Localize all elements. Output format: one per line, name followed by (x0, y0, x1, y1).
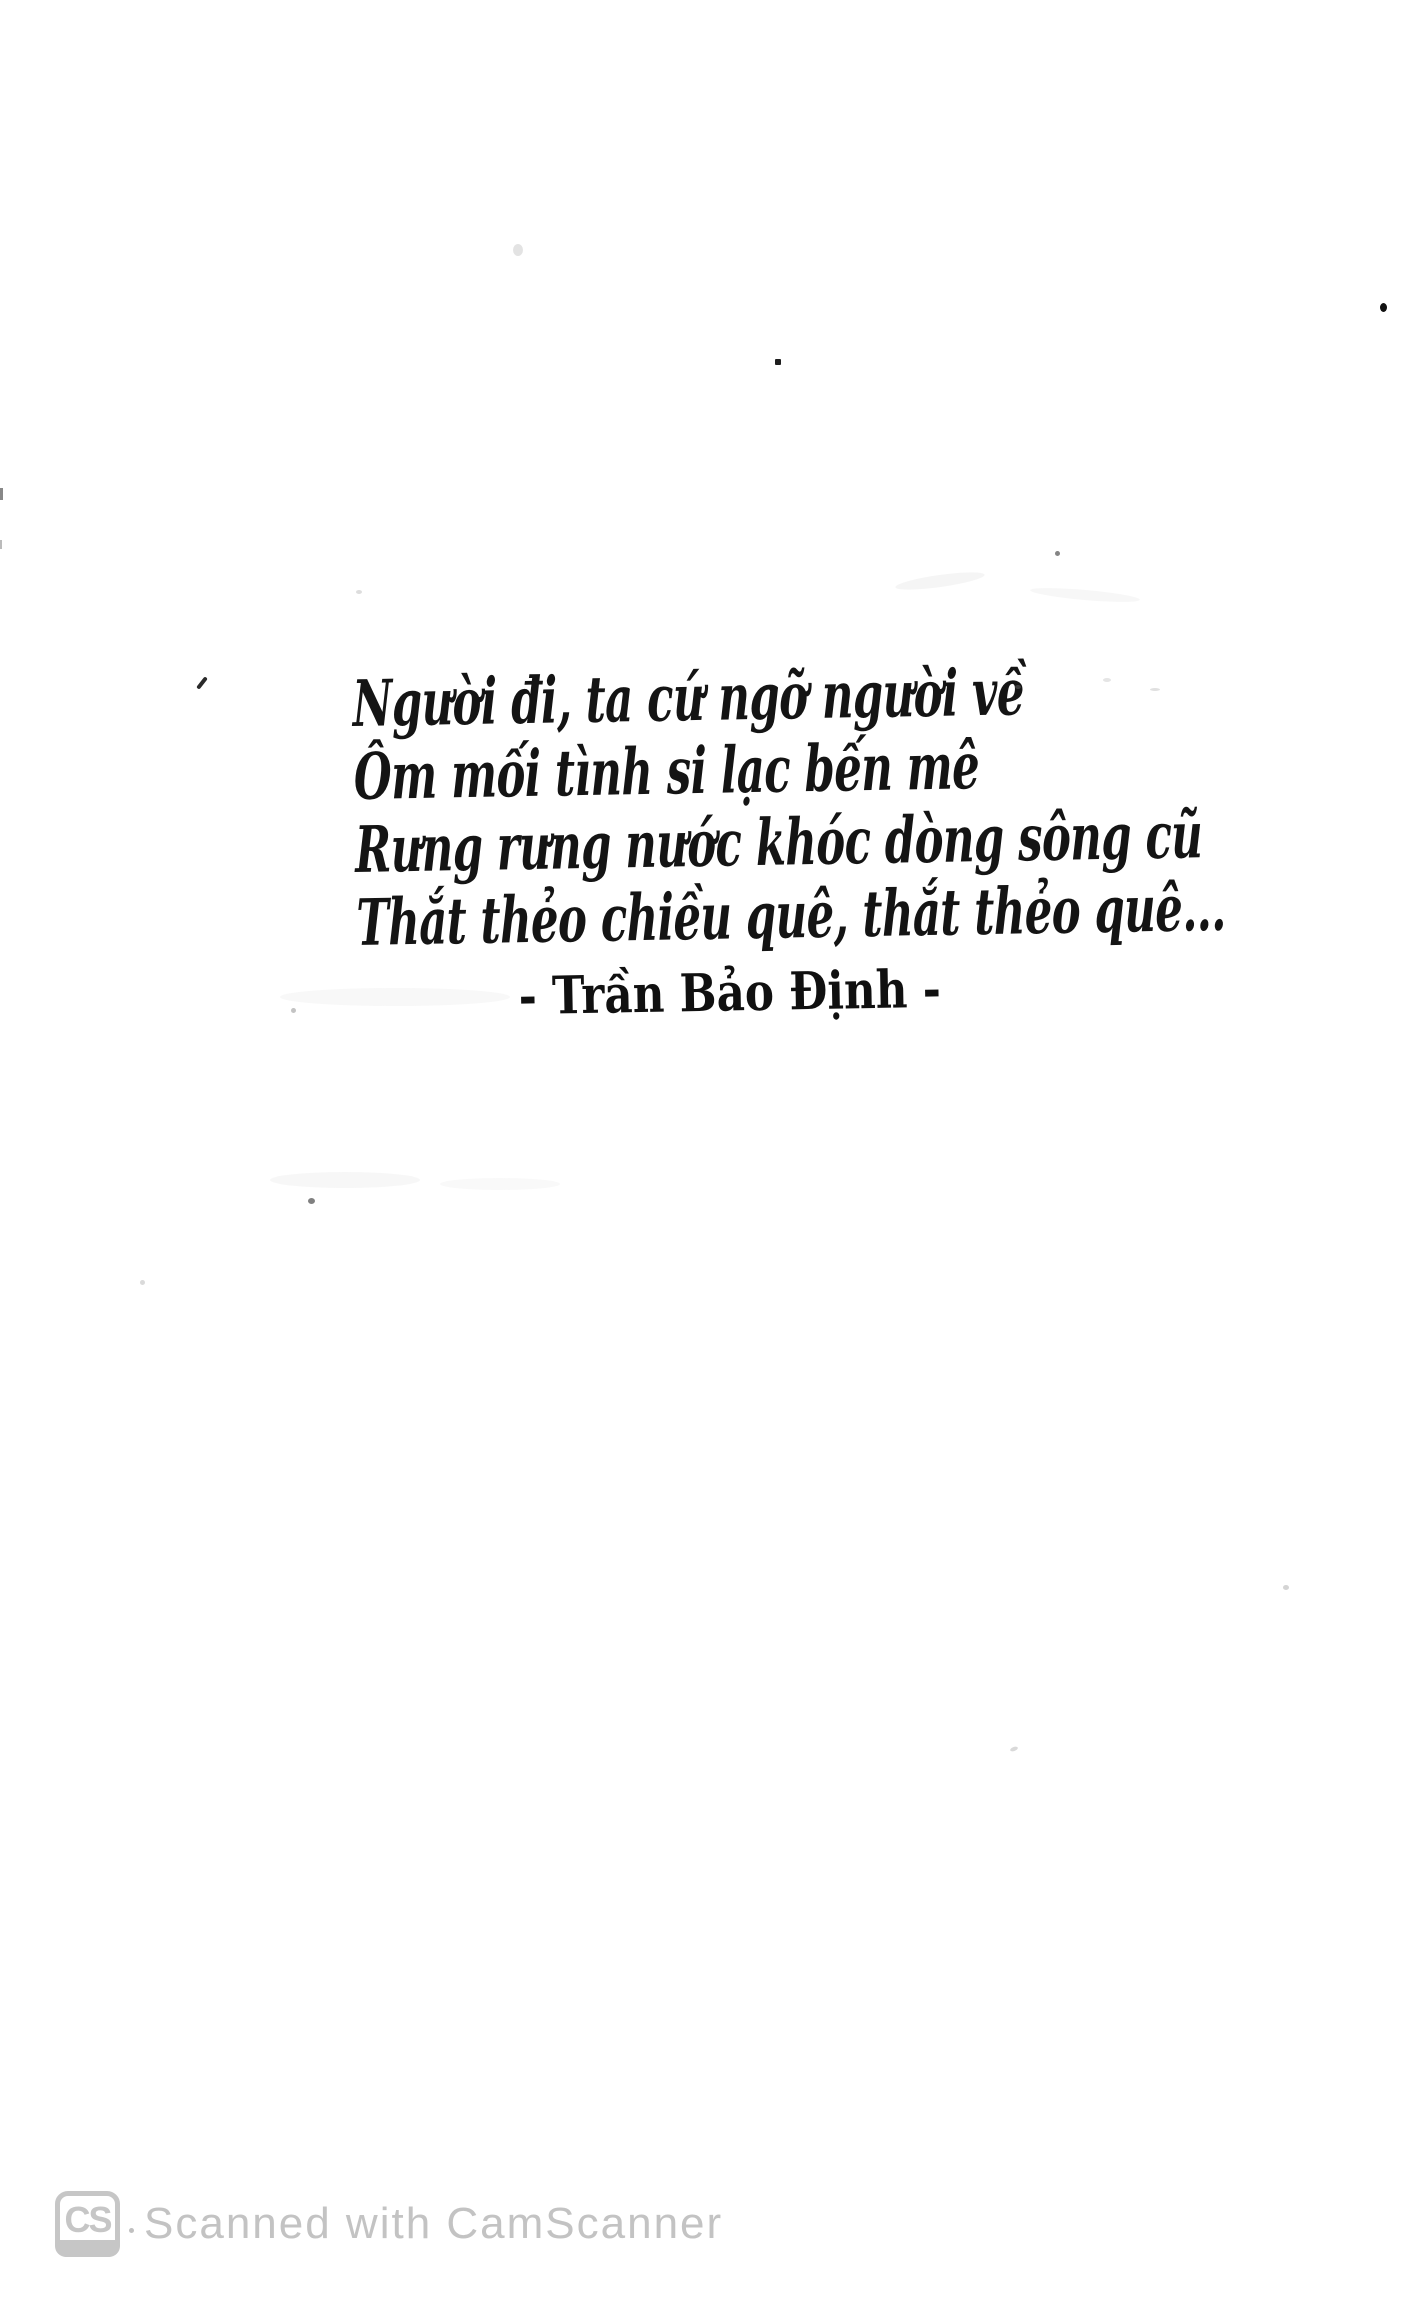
scan-speck (895, 569, 986, 593)
camscanner-logo-letters: CS (64, 2199, 111, 2240)
scan-speck (308, 1198, 315, 1204)
poem-block (351, 655, 1227, 1030)
camscanner-watermark-label: Scanned with CamScanner (144, 2199, 724, 2248)
scan-speck (1010, 1746, 1019, 1752)
scan-speck (1380, 303, 1387, 312)
scan-speck (513, 244, 523, 256)
scan-speck (1015, 685, 1021, 689)
scan-speck (1103, 678, 1111, 682)
scan-speck (1150, 688, 1160, 691)
scan-speck (356, 590, 362, 594)
scan-speck (1030, 585, 1140, 605)
poem-line-4: Thắt thẻo chiều quê, thắt thẻo quê... (355, 870, 1227, 961)
scan-speck (1283, 1585, 1289, 1590)
poem-attribution: - Trần Bảo Định - (518, 958, 942, 1028)
scan-speck (270, 1172, 420, 1188)
scan-speck (0, 540, 2, 549)
camscanner-logo-icon (55, 2191, 120, 2257)
poem-line-1: Người đi, ta cứ ngỡ người về (351, 655, 1025, 742)
scan-speck (291, 1008, 296, 1013)
camscanner-logo-bar (55, 2240, 120, 2257)
poem-line-3: Rưng rưng nước khóc dòng sông cũ (354, 798, 1203, 888)
scan-speck (196, 676, 208, 689)
scan-speck (1055, 551, 1060, 556)
scan-speck (280, 988, 510, 1006)
scan-speck (0, 488, 3, 500)
camscanner-watermark (55, 2191, 723, 2257)
scan-speck (440, 1178, 560, 1190)
poem-line-2: Ôm mối tình si lạc bến mê (353, 729, 980, 815)
scan-speck (140, 1280, 145, 1285)
scan-speck (775, 359, 781, 365)
